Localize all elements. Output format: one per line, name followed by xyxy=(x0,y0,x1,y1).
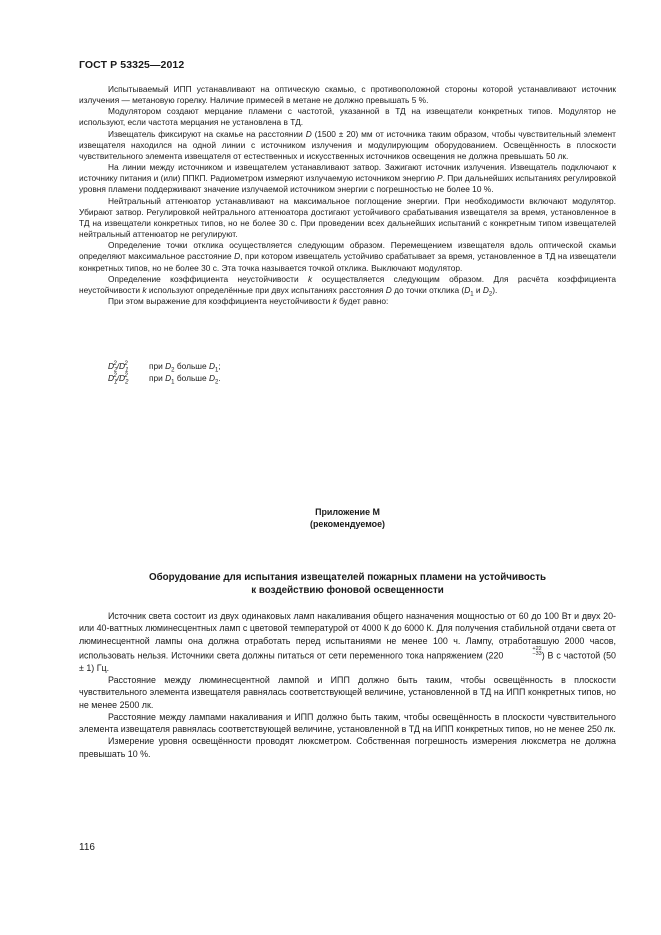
paragraph: Нейтральный аттенюатор устанавливают на максимальное поглощение энергии. При необходимости включают модулятор. Убирают затвор. Регулировкой нейтрального аттенюатора достигают устойчивого срабатывания извещателя за время, установленное в ТД на извещатели конкретных типов, но не более 30 с. При проведении всех дальнейших испытаний с конкретным типом извещателей нейтральный аттенюатор не регулируют. xyxy=(79,195,616,240)
paragraph: На линии между источником и извещателем устанавливают затвор. Зажигают источник излучения. Извещатель подключают к источнику питания и (или) ППКП. Радиометром измеряют излучаемую источником энергию P. При дальнейших испытаниях регулировкой уровня пламени поддерживают значение излучаемой источником энергии с погрешностью не более 10 %. xyxy=(79,162,617,195)
paragraph: При этом выражение для коэффициента неустойчивости k будет равно: xyxy=(108,295,389,306)
formula-row xyxy=(108,361,221,373)
paragraph: Расстояние между люминесцентной лампой и ИПП должно быть таким, чтобы освещённость в плоскости чувствительного элемента извещателя равнялась соответствующей величине, установленной в ТД на ИПП конкретных типов, но не менее 2500 лк. xyxy=(79,674,616,710)
formula-expression: $D_2^2/D_1^2$ xyxy=(108,361,129,374)
paragraph: Извещатель фиксируют на скамье на расстоянии D (1500 ± 20) мм от источника таким образом, чтобы чувствительный элемент извещателя находился на одной линии с источником излучения и модулирующим оборудованием. Освещённость в плоскости чувствительного элемента извещателя от естественных и искусственных источников освещения не должна превышать 50 лк. xyxy=(79,128,616,161)
heading-line: Оборудование для испытания извещателей пожарных пламени на устойчивость xyxy=(148,572,547,583)
document-code: ГОСТ Р 53325—2012 xyxy=(79,59,185,71)
formula-condition: при $D_2$ больше $D_1$; xyxy=(149,361,221,374)
appendix-heading xyxy=(79,572,616,597)
page-number: 116 xyxy=(79,842,95,853)
formula-condition: при $D_1$ больше $D_2$. xyxy=(149,372,221,386)
paragraph: Источник света состоит из двух одинаковых ламп накаливания общего назначения мощностью от 60 до 100 Вт и двух 20- или 40-ваттных люминесцентных ламп с цветовой температурой от 4000 К до 6000 К. Для получения стабильной отдачи света от люминесцентной лампы она должна отработать перед испытаниями не менее 100 ч. Лампу, отработавшую 2000 часов, использовать нельзя. Источники света должны питаться от сети переменного тока напряжением (220 +22 −33 ) В с частотой (50 ± 1) Гц. xyxy=(79,611,616,673)
voltage-tolerance: +22 −33 xyxy=(532,645,542,658)
test-procedure-text xyxy=(79,84,616,307)
appendix-subtitle: (рекомендуемое) xyxy=(310,519,385,529)
paragraph: Определение коэффициента неустойчивости k осуществляется следующим образом. Для расчёта коэффициента неустойчивости k используют определённые при двух испытаниях расстояния D до точки отклика ($D_1$ и $D_2$). xyxy=(79,273,617,298)
paragraph: Измерение уровня освещённости проводят люксметром. Собственная погрешность измерения люксметра не должна превышать 10 %. xyxy=(79,736,616,759)
formula-row xyxy=(108,373,221,385)
heading-line: к воздействию фоновой освещенности xyxy=(251,584,444,596)
paragraph: Определение точки отклика осуществляется следующим образом. Перемещением извещателя вдоль оптической скамьи определяют максимальное расстояние D, при котором извещатель устойчиво срабатывает за время, установленное в ТД на извещатели конкретных типов, но не более 30 с. Эта точка называется точкой отклика. Выключают модулятор. xyxy=(79,240,616,273)
appendix-title: Приложение М xyxy=(315,507,380,517)
equipment-text xyxy=(79,610,616,760)
paragraph: Испытываемый ИПП устанавливают на оптическую скамью, с противоположной стороны которой устанавливают источник излучения — метановую горелку. Наличие примесей в метане не должно превышать 5 %. xyxy=(79,84,616,106)
formula-list xyxy=(108,361,221,384)
formula-expression: $D_1^2/D_2^2$ xyxy=(108,372,129,386)
paragraph: Модулятором создают мерцание пламени с частотой, указанной в ТД на извещатели конкретных типов. Модулятор не используют, если частота мерцания не установлена в ТД. xyxy=(79,106,616,128)
paragraph: Расстояние между лампами накаливания и ИПП должно быть таким, чтобы освещённость в плоскости чувствительного элемента извещателя равнялась соответствующей величине, установленной в ТД на ИПП конкретных типов, но не менее 250 лк. xyxy=(79,711,616,735)
